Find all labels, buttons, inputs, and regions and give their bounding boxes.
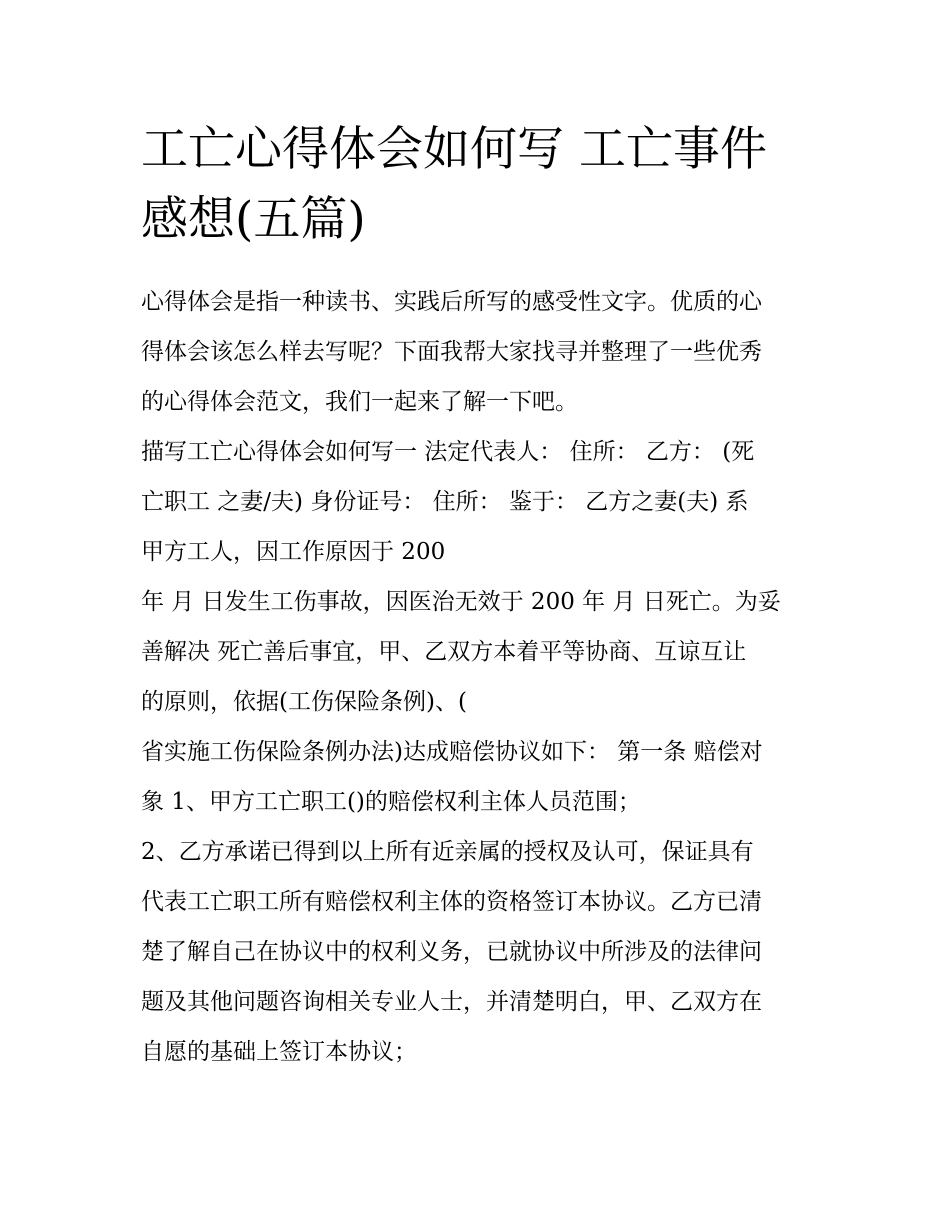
- body-line: 象 1、甲方工亡职工()的赔偿权利主体人员范围；: [141, 789, 641, 815]
- body-line: 代表工亡职工所有赔偿权利主体的资格签订本协议。乙方已清: [141, 889, 762, 915]
- document-body: [141, 277, 816, 1077]
- body-line: 描写工亡心得体会如何写一 法定代表人： 住所： 乙方： (死: [141, 439, 755, 465]
- document-title-line: 工亡心得体会如何写 工亡事件: [141, 122, 767, 177]
- document-title: [141, 115, 816, 255]
- body-line: 省实施工伤保险条例办法)达成赔偿协议如下： 第一条 赔偿对: [141, 739, 763, 765]
- body-line: 心得体会是指一种读书、实践后所写的感受性文字。优质的心: [141, 289, 762, 315]
- body-line: 善解决 死亡善后事宜，甲、乙双方本着平等协商、互谅互让: [141, 639, 747, 665]
- body-line: 题及其他问题咨询相关专业人士，并清楚明白，甲、乙双方在: [141, 989, 762, 1015]
- body-line: 的心得体会范文，我们一起来了解一下吧。: [141, 389, 578, 415]
- body-line: 年 月 日发生工伤事故，因医治无效于 200 年 月 日死亡。为妥: [141, 589, 781, 615]
- body-line: 甲方工人，因工作原因于 200: [141, 539, 446, 565]
- body-line: 自愿的基础上签订本协议；: [141, 1039, 417, 1065]
- body-line: 亡职工 之妻/夫) 身份证号： 住所： 鉴于： 乙方之妻(夫) 系: [141, 489, 749, 515]
- body-line: 得体会该怎么样去写呢？下面我帮大家找寻并整理了一些优秀: [141, 339, 762, 365]
- body-line: 2、乙方承诺已得到以上所有近亲属的授权及认可，保证具有: [141, 839, 754, 865]
- document-title-line: 感想(五篇): [141, 192, 366, 247]
- body-line: 的原则，依据(工伤保险条例)、(: [141, 689, 467, 715]
- document-content: [141, 115, 816, 1077]
- body-line: 楚了解自己在协议中的权利义务，已就协议中所涉及的法律问: [141, 939, 762, 965]
